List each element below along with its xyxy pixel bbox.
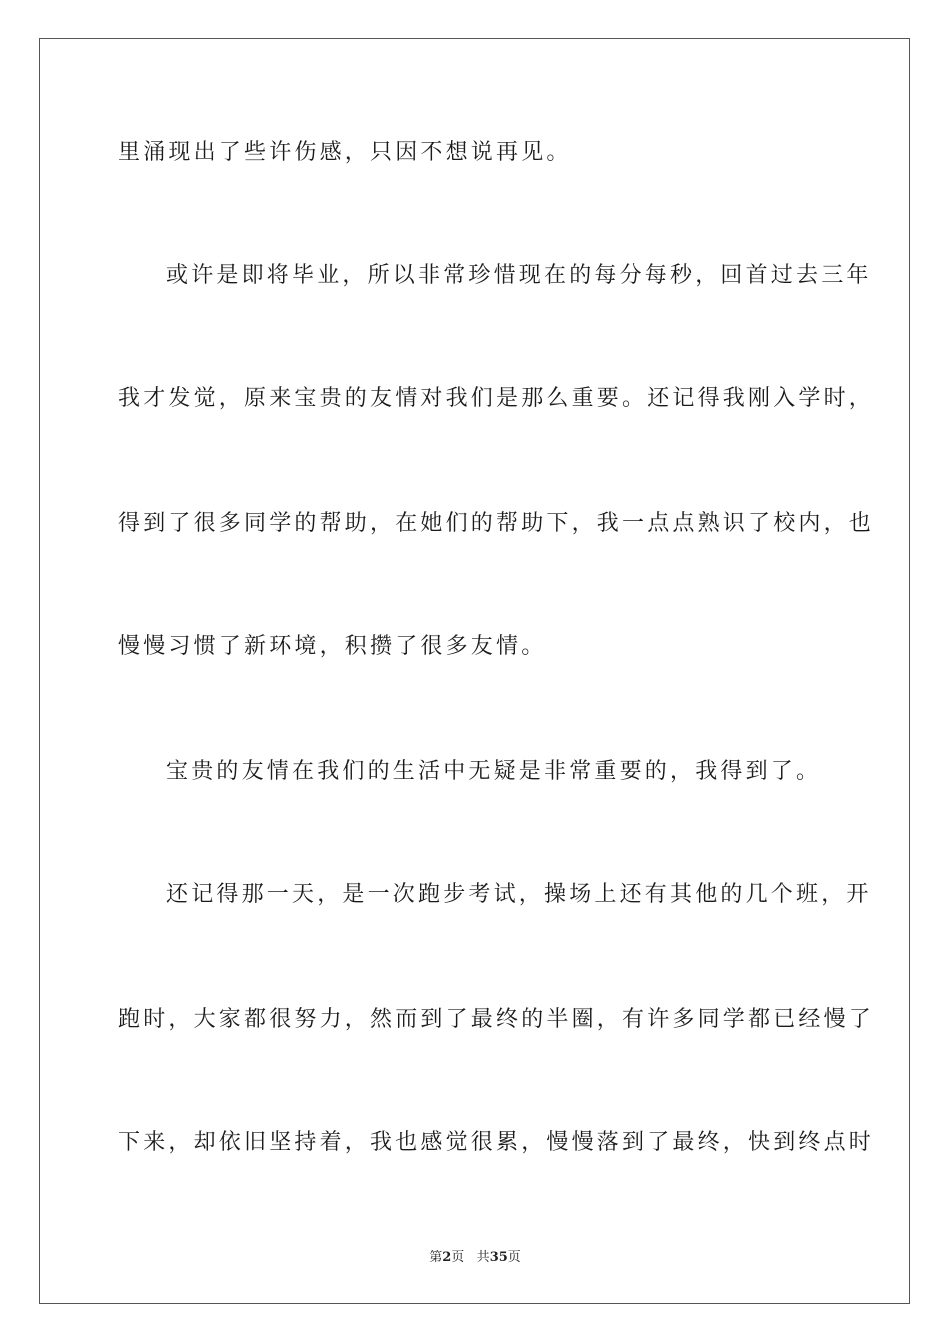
footer-page-prefix: 第 [429, 1250, 443, 1265]
text-line-3: 我才发觉，原来宝贵的友情对我们是那么重要。还记得我刚入学时， [118, 386, 875, 411]
text-line-7: 还记得那一天，是一次跑步考试，操场上还有其他的几个班，开 [166, 882, 872, 907]
text-line-9: 下来，却依旧坚持着，我也感觉很累，慢慢落到了最终，快到终点时 [118, 1130, 875, 1155]
footer-page-suffix: 页 [451, 1250, 465, 1265]
text-line-4: 得到了很多同学的帮助，在她们的帮助下，我一点点熟识了校内，也 [118, 511, 875, 536]
text-line-6: 宝贵的友情在我们的生活中无疑是非常重要的，我得到了。 [166, 759, 822, 784]
footer-total-suffix: 页 [507, 1250, 521, 1265]
page-footer [0, 1246, 950, 1265]
footer-total-pages: 35 [489, 1250, 508, 1265]
footer-total-prefix: 共 [476, 1250, 490, 1265]
text-line-5: 慢慢习惯了新环境，积攒了很多友情。 [118, 634, 547, 659]
text-line-1: 里涌现出了些许伤感，只因不想说再见。 [118, 140, 572, 165]
text-line-2: 或许是即将毕业，所以非常珍惜现在的每分每秒，回首过去三年 [166, 263, 872, 288]
footer-page-number: 2 [442, 1250, 452, 1265]
page-frame [39, 38, 910, 1304]
text-line-8: 跑时，大家都很努力，然而到了最终的半圈，有许多同学都已经慢了 [118, 1007, 875, 1032]
